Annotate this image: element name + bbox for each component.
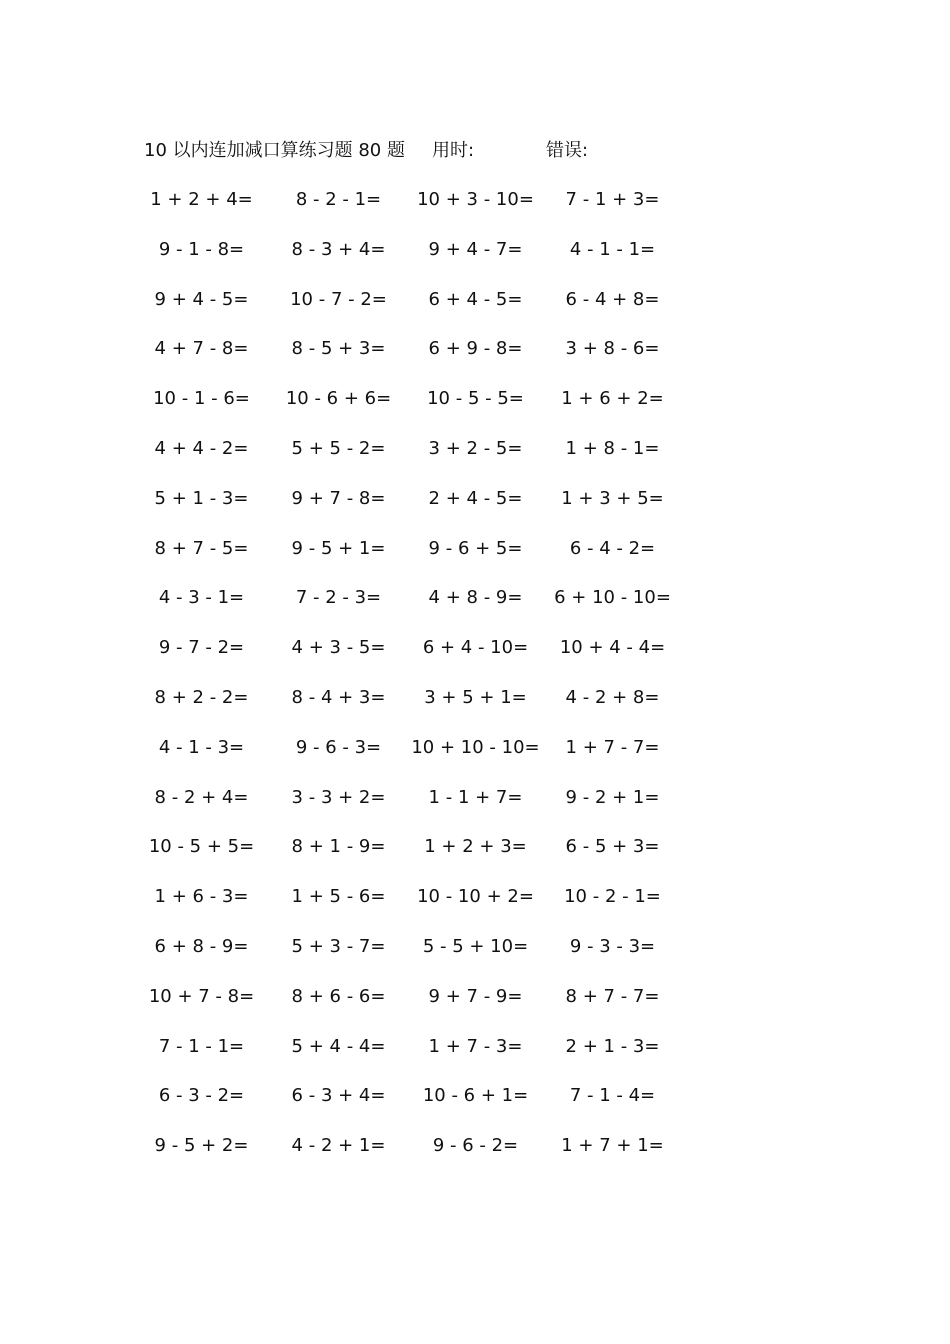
problem-row [130, 237, 690, 287]
arithmetic-problem: 10 - 2 - 1= [564, 886, 661, 908]
arithmetic-problem: 8 + 6 - 6= [291, 985, 386, 1007]
arithmetic-problem: 7 - 1 - 1= [158, 1035, 245, 1057]
arithmetic-problem: 9 + 7 - 8= [291, 487, 386, 509]
problem-grid [130, 187, 690, 1183]
arithmetic-problem: 10 - 5 - 5= [427, 388, 524, 410]
problem-row [130, 1083, 690, 1133]
arithmetic-problem: 9 - 6 - 3= [295, 736, 382, 758]
arithmetic-problem: 9 + 4 - 7= [428, 238, 523, 260]
arithmetic-problem: 9 + 4 - 5= [154, 288, 249, 310]
arithmetic-problem: 10 - 10 + 2= [417, 886, 534, 908]
arithmetic-problem: 1 + 7 - 3= [428, 1035, 523, 1057]
arithmetic-problem: 4 - 3 - 1= [158, 587, 245, 609]
arithmetic-problem: 6 - 3 - 2= [158, 1085, 245, 1107]
arithmetic-problem: 10 + 10 - 10= [411, 736, 540, 758]
arithmetic-problem: 1 + 2 + 4= [150, 189, 253, 210]
arithmetic-problem: 9 - 7 - 2= [158, 637, 245, 659]
problem-row [130, 436, 690, 486]
arithmetic-problem: 10 + 4 - 4= [559, 637, 666, 659]
arithmetic-problem: 7 - 1 - 4= [569, 1085, 656, 1107]
arithmetic-problem: 3 + 5 + 1= [424, 686, 527, 708]
arithmetic-problem: 10 - 1 - 6= [153, 388, 250, 410]
arithmetic-problem: 9 - 1 - 8= [158, 238, 245, 260]
problem-row [130, 735, 690, 785]
arithmetic-problem: 1 + 6 + 2= [561, 388, 664, 410]
arithmetic-problem: 1 - 1 + 7= [428, 786, 523, 808]
problem-row [130, 536, 690, 586]
arithmetic-problem: 1 + 5 - 6= [291, 886, 386, 908]
arithmetic-problem: 8 + 7 - 5= [154, 537, 249, 559]
arithmetic-problem: 9 - 2 + 1= [565, 786, 660, 808]
problem-row [130, 934, 690, 984]
arithmetic-problem: 10 - 6 + 6= [285, 388, 392, 410]
problem-row [130, 336, 690, 386]
arithmetic-problem: 5 - 5 + 10= [422, 935, 529, 957]
time-used-label: 用时: [432, 140, 475, 161]
arithmetic-problem: 6 + 10 - 10= [554, 587, 671, 609]
worksheet-title: 10 以内连加减口算练习题 80 题 [144, 140, 405, 161]
arithmetic-problem: 6 - 3 + 4= [291, 1085, 386, 1107]
arithmetic-problem: 9 - 3 - 3= [569, 935, 656, 957]
arithmetic-problem: 6 + 8 - 9= [154, 935, 249, 957]
arithmetic-problem: 5 + 3 - 7= [291, 935, 386, 957]
problem-row [130, 1034, 690, 1084]
arithmetic-problem: 8 + 7 - 7= [565, 985, 660, 1007]
arithmetic-problem: 2 + 1 - 3= [565, 1035, 660, 1057]
problem-row [130, 187, 690, 237]
problem-row [130, 1133, 690, 1183]
arithmetic-problem: 4 + 4 - 2= [154, 437, 249, 459]
problem-row [130, 785, 690, 835]
arithmetic-problem: 8 - 2 + 4= [154, 786, 249, 808]
arithmetic-problem: 8 - 3 + 4= [291, 238, 386, 260]
worksheet-header [144, 138, 744, 164]
problem-row [130, 635, 690, 685]
arithmetic-problem: 8 - 4 + 3= [291, 686, 386, 708]
arithmetic-problem: 5 + 5 - 2= [291, 437, 386, 459]
arithmetic-problem: 1 + 7 + 1= [561, 1135, 664, 1157]
problem-row [130, 834, 690, 884]
problem-row [130, 884, 690, 934]
arithmetic-problem: 7 - 1 + 3= [565, 189, 660, 210]
arithmetic-problem: 10 + 3 - 10= [417, 189, 534, 210]
arithmetic-problem: 4 + 8 - 9= [428, 587, 523, 609]
arithmetic-problem: 5 + 1 - 3= [154, 487, 249, 509]
errors-label: 错误: [546, 140, 589, 161]
arithmetic-problem: 5 + 4 - 4= [291, 1035, 386, 1057]
arithmetic-problem: 10 - 7 - 2= [290, 288, 387, 310]
arithmetic-problem: 8 - 2 - 1= [295, 189, 382, 210]
arithmetic-problem: 3 + 2 - 5= [428, 437, 523, 459]
arithmetic-problem: 4 - 1 - 3= [158, 736, 245, 758]
problem-row [130, 685, 690, 735]
arithmetic-problem: 3 - 3 + 2= [291, 786, 386, 808]
problem-row [130, 984, 690, 1034]
arithmetic-problem: 1 + 2 + 3= [424, 836, 527, 858]
arithmetic-problem: 4 - 1 - 1= [569, 238, 656, 260]
arithmetic-problem: 1 + 6 - 3= [154, 886, 249, 908]
problem-row [130, 386, 690, 436]
arithmetic-problem: 4 + 7 - 8= [154, 338, 249, 360]
problem-row [130, 585, 690, 635]
arithmetic-problem: 8 + 2 - 2= [154, 686, 249, 708]
arithmetic-problem: 1 + 8 - 1= [565, 437, 660, 459]
arithmetic-problem: 6 - 4 + 8= [565, 288, 660, 310]
arithmetic-problem: 6 - 5 + 3= [565, 836, 660, 858]
arithmetic-problem: 10 + 7 - 8= [148, 985, 255, 1007]
arithmetic-problem: 8 - 5 + 3= [291, 338, 386, 360]
arithmetic-problem: 4 - 2 + 1= [291, 1135, 386, 1157]
arithmetic-problem: 7 - 2 - 3= [295, 587, 382, 609]
arithmetic-problem: 9 - 6 - 2= [432, 1135, 519, 1157]
arithmetic-problem: 8 + 1 - 9= [291, 836, 386, 858]
arithmetic-problem: 2 + 4 - 5= [428, 487, 523, 509]
arithmetic-problem: 10 - 6 + 1= [422, 1085, 529, 1107]
arithmetic-problem: 9 - 5 + 2= [154, 1135, 249, 1157]
problem-row [130, 486, 690, 536]
arithmetic-problem: 1 + 7 - 7= [565, 736, 660, 758]
arithmetic-problem: 1 + 3 + 5= [561, 487, 664, 509]
arithmetic-problem: 6 - 4 - 2= [569, 537, 656, 559]
arithmetic-problem: 6 + 4 - 5= [428, 288, 523, 310]
arithmetic-problem: 6 + 9 - 8= [428, 338, 523, 360]
arithmetic-problem: 3 + 8 - 6= [565, 338, 660, 360]
arithmetic-problem: 4 - 2 + 8= [565, 686, 660, 708]
arithmetic-problem: 10 - 5 + 5= [148, 836, 255, 858]
arithmetic-problem: 9 + 7 - 9= [428, 985, 523, 1007]
arithmetic-problem: 9 - 5 + 1= [291, 537, 386, 559]
arithmetic-problem: 6 + 4 - 10= [422, 637, 529, 659]
problem-row [130, 287, 690, 337]
arithmetic-problem: 4 + 3 - 5= [291, 637, 386, 659]
arithmetic-problem: 9 - 6 + 5= [428, 537, 523, 559]
